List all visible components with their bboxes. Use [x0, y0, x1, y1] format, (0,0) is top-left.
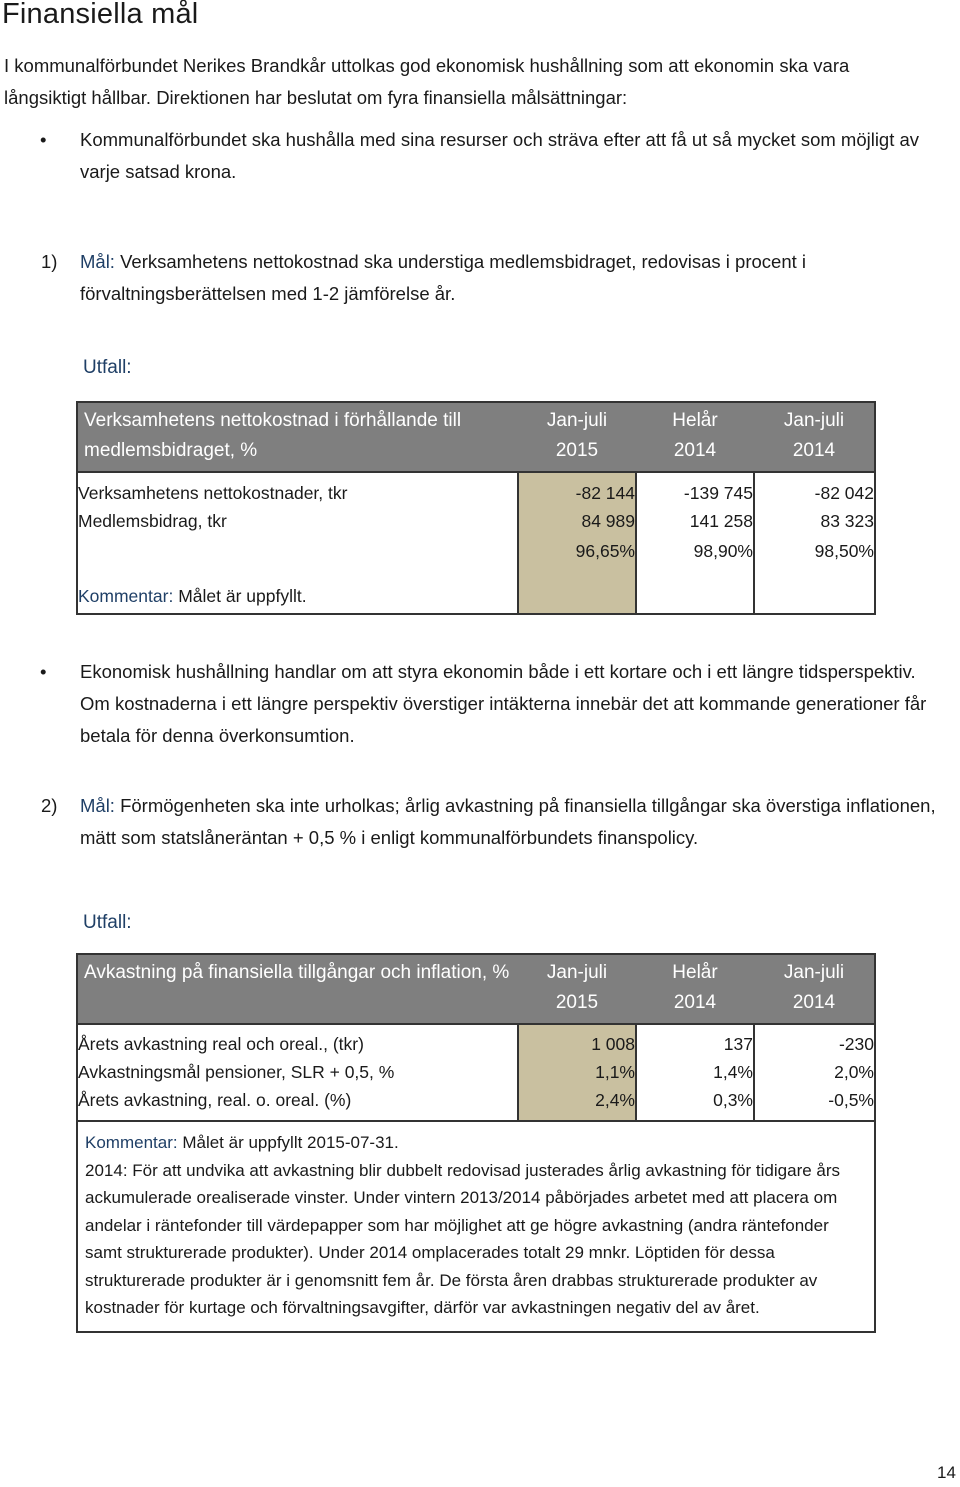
table-comment-row: [77, 565, 875, 614]
cell-value: 1,4%: [636, 1057, 754, 1088]
cell-value: 137: [636, 1024, 754, 1057]
goal-number: 1): [41, 251, 58, 272]
cell-value: 0,3%: [636, 1088, 754, 1121]
col-header-year: 2014: [792, 992, 836, 1013]
cell-value: 84 989: [518, 506, 636, 537]
cell-value: -230: [754, 1024, 875, 1057]
cell-value: -82 042: [754, 472, 875, 506]
cell-value: -82 144: [518, 472, 636, 506]
table-comment: [77, 565, 518, 614]
bullet-dot-icon: •: [40, 661, 47, 682]
col-header-year: 2015: [555, 440, 599, 461]
bullet-paragraph-2: Ekonomisk hushållning handlar om att styra ekonomin både i ett kortare och i ett längre tidsperspektiv. Om kostnaderna i ett längre perspektiv överstiger intäkterna innebär det att kommande generationer får betala för denna överkonsumtion.: [80, 661, 927, 746]
col-header-year: 2014: [673, 440, 717, 461]
row-label: Årets avkastning, real. o. oreal. (%): [78, 1090, 352, 1110]
cell-value: 2,0%: [754, 1057, 875, 1088]
utfall-label: Utfall:: [83, 912, 132, 933]
goal-number: 2): [41, 795, 58, 816]
table-header-label: Verksamhetens nettokostnad i förhållande till medlemsbidraget, %: [77, 402, 518, 472]
col-header: Jan-juli: [546, 410, 608, 431]
table-row-percent: [77, 537, 875, 565]
page-number: 14: [937, 1463, 956, 1482]
row-label: Avkastningsmål pensioner, SLR + 0,5, %: [78, 1062, 395, 1082]
table-row: [77, 1088, 875, 1121]
cell-value: 2,4%: [518, 1088, 636, 1121]
col-header-year: 2015: [555, 992, 599, 1013]
bullet-paragraph-1: Kommunalförbundet ska hushålla med sina resurser och sträva efter att få ut så mycket som möjligt av varje satsad krona.: [80, 129, 920, 182]
comment-text: Målet är uppfyllt.: [178, 586, 307, 606]
table-row: [77, 472, 875, 506]
cell-percent: 96,65%: [518, 537, 636, 565]
table-nettokostnad: [76, 401, 876, 615]
row-label: Årets avkastning real och oreal., (tkr): [78, 1034, 364, 1054]
intro-paragraph: I kommunalförbundet Nerikes Brandkår uttolkas god ekonomisk hushållning som att ekonomin ska vara långsiktigt hållbar. Direktionen har beslutat om fyra finansiella målsättningar:: [4, 55, 850, 108]
cell-percent: 98,90%: [636, 537, 754, 565]
col-header: Jan-juli: [783, 410, 845, 431]
goal-2: [41, 790, 951, 854]
cell-value: 141 258: [636, 506, 754, 537]
col-header-year: 2014: [792, 440, 836, 461]
row-label: Medlemsbidrag, tkr: [78, 511, 227, 531]
comment-lead: Kommentar:: [78, 586, 174, 606]
table-avkastning: [76, 953, 876, 1333]
cell-value: -139 745: [636, 472, 754, 506]
goal-text: Förmögenheten ska inte urholkas; årlig avkastning på finansiella tillgångar ska överstiga inflationen, mätt som statslåneräntan + 0,5 % i enligt kommunalförbundets finanspolicy.: [80, 795, 936, 848]
table-comment-row: [77, 1121, 875, 1332]
cell-value: -0,5%: [754, 1088, 875, 1121]
goal-1: [41, 246, 951, 310]
table-row: [77, 506, 875, 537]
cell-percent: 98,50%: [754, 537, 875, 565]
comment-body: 2014: För att undvika att avkastning blir dubbelt redovisad justerades årlig avkastning för tidigare års ackumulerade orealiserade vinster. Under vintern 2013/2014 påbörjades arbetet med att placera om andelar i räntefonder till värdepapper som har möjlighet att ge högre avkastning (andra räntefonder samt strukturerade produkter). Under 2014 omplacerades totalt 29 mnkr. Löptiden för dessa strukturerade produkter är i genomsnitt fem år. De första åren drabbas strukturerade produkter av kostnader för kurtage och förvaltningsavgifter, därför var avkastningen negativ del av året.: [85, 1160, 841, 1317]
table-comment: [78, 1122, 874, 1331]
cell-value: 1 008: [518, 1024, 636, 1057]
table-header-row: [77, 954, 875, 1024]
col-header-year: 2014: [673, 992, 717, 1013]
row-label: [77, 537, 518, 565]
table-row: [77, 1057, 875, 1088]
col-header: Helår: [672, 962, 718, 983]
goal-lead: Mål:: [80, 795, 115, 816]
col-header: Jan-juli: [546, 962, 608, 983]
table-header-label: Avkastning på finansiella tillgångar och inflation, %: [77, 954, 518, 1024]
bullet-dot-icon: •: [40, 129, 47, 150]
col-header: Helår: [672, 410, 718, 431]
row-label: Verksamhetens nettokostnader, tkr: [78, 483, 348, 503]
table-row: [77, 1024, 875, 1057]
table-header-row: [77, 402, 875, 472]
cell-value: 83 323: [754, 506, 875, 537]
goal-lead: Mål:: [80, 251, 115, 272]
comment-lead: Kommentar:: [85, 1133, 178, 1152]
comment-text: Målet är uppfyllt 2015-07-31.: [182, 1133, 399, 1152]
utfall-label: Utfall:: [83, 357, 132, 378]
cell-value: 1,1%: [518, 1057, 636, 1088]
col-header: Jan-juli: [783, 962, 845, 983]
page-title: Finansiella mål: [2, 0, 199, 30]
goal-text: Verksamhetens nettokostnad ska understiga medlemsbidraget, redovisas i procent i förvaltningsberättelsen med 1-2 jämförelse år.: [80, 251, 806, 304]
